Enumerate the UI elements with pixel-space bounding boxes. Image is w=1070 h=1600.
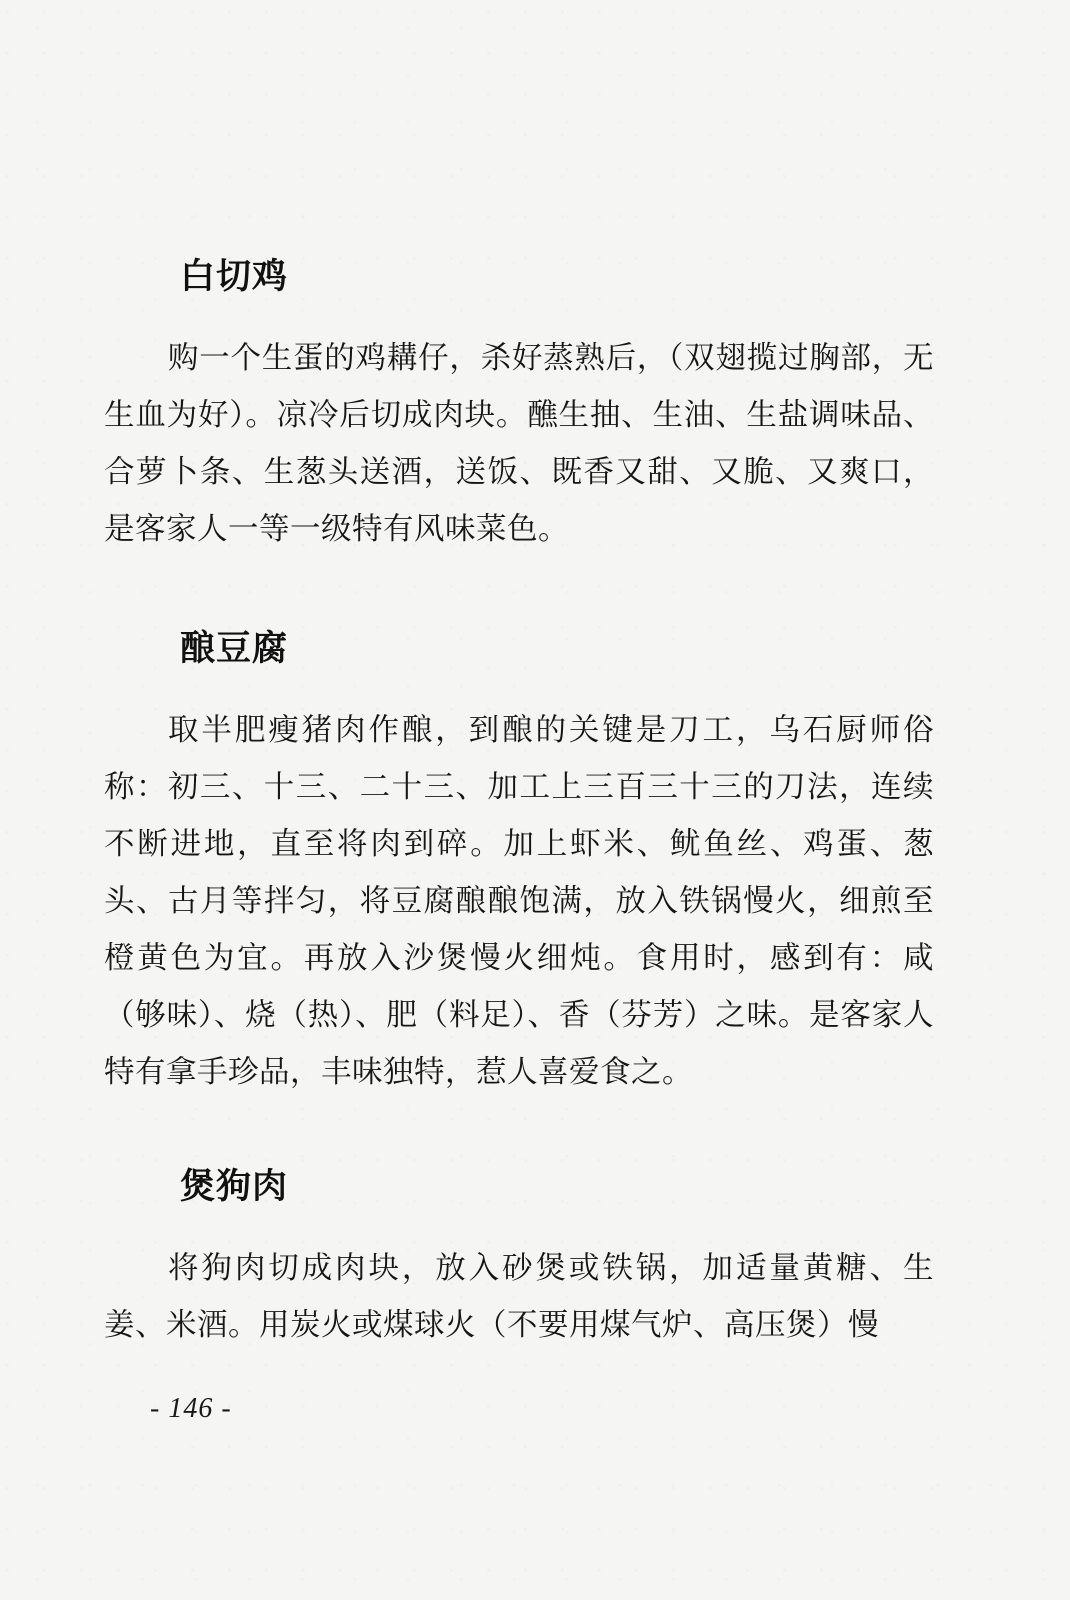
recipe-section-niangdoufu — [104, 624, 934, 1101]
recipe-section-baogourou — [104, 1162, 934, 1354]
page-number: - 146 - — [150, 1393, 232, 1424]
recipe-paragraph: 将狗肉切成肉块，放入砂煲或铁锅，加适量黄糖、生姜、米酒。用炭火或煤球火（不要用煤气炉、高压煲）慢 — [104, 1251, 934, 1343]
recipe-title: 白切鸡 — [180, 257, 289, 297]
recipe-section-baiqieji — [104, 252, 934, 558]
recipe-paragraph: 购一个生蛋的鸡耩仔，杀好蒸熟后，（双翅揽过胸部，无生血为好）。凉冷后切成肉块。醮生抽、生油、生盐调味品、合萝卜条、生葱头送酒，送饭、既香又甜、又脆、又爽口，是客家人一等一级特有风味菜色。 — [104, 341, 934, 547]
recipe-title: 煲狗肉 — [180, 1167, 289, 1207]
recipe-paragraph: 取半肥瘦猪肉作酿，到酿的关键是刀工，乌石厨师俗称：初三、十三、二十三、加工上三百三十三的刀法，连续不断进地，直至将肉到碎。加上虾米、鱿鱼丝、鸡蛋、葱头、古月等拌匀，将豆腐酿酿饱满，放入铁锅慢火，细煎至橙黄色为宜。再放入沙煲慢火细炖。食用时，感到有：咸（够味）、烧（热）、肥（料足）、香（芬芳）之味。是客家人特有拿手珍品，丰味独特，惹人喜爱食之。 — [104, 713, 934, 1090]
recipe-title: 酿豆腐 — [180, 629, 289, 669]
